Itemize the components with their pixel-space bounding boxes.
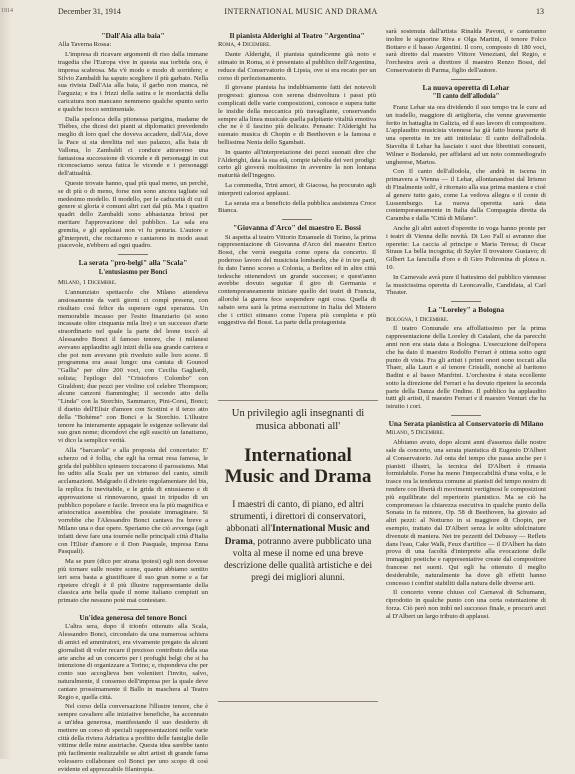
ad-brand-line: Music and Drama — [224, 466, 372, 487]
article-paragraph: La commedia, Trini amori, di Giacosa, ha procurato agli interpreti calorosi applausi. — [218, 181, 376, 197]
ad-body-brand: International Music and Drama — [224, 524, 370, 547]
divider — [451, 79, 481, 80]
article-paragraph: sarà sostenuta dall'artista Rinalda Pavoni, e canteranno inoltre le signorine Riva e Olga Martini, il tenore Folco Bottaro e il basso Argentini. Il coro, composto di 180 voci, sarà diretto dal maestro Vittore Veneziani, del Regio, e l'orchestra avrà a direttore il maestro Renzo Bossi, del Conservatorio di Parma, figlio dell'autore. — [386, 28, 546, 74]
newspaper-page — [14, 0, 566, 773]
column-left — [58, 28, 208, 773]
article-paragraph: Queste trovate hanno, qual più qual meno, un perchè, se di più o di meno, forse non sono ancora tagliate sul medesimo modello. Il modello, per le caduceità di cui il genere si gloria è comuni altri cari dal più. Ma i quattro quadri dello Zambaldi sono abbastanza briosi per meritare l'approvazione del pubblico. La sala era gremita, e gli applausi non vi fu penuria. L'autore e gl'interpreti, che recitarono e cantarono in modo assai piacevole, n'ebbero ad ogni quadro. — [58, 179, 208, 250]
article-paragraph: Il concerto venne chiuso col Carnaval di Schumann, riprodotto in qualche punto con una certa ostentazione di forza. Ciò però non inibì nel successo finale, e procurò anzi al D'Albert un largo tributo di applausi. — [386, 589, 546, 620]
article-paragraph: Anche gli altri autori d'operette in voga hanno pronte per i teatri di Vienna delle novità. Di Leo Fall si avranno due operette: La caccia al principe e Maria Teresa; di Oscar Straus La bella incognita; di Szyler Il trovatore Gustavo; di Gilbert La fanciulla d'oro e di Giro Poltronina di plotea n. 10. — [386, 224, 546, 271]
ad-body-text: , potranno avere pubblicato una volta al mese il nome ed una breve descrizione delle qualità artistiche e dei pregi dei migliori alunni. — [223, 536, 373, 584]
article-paragraph: Ma se pure (dico per strana ipotesi) egli non dovesse più tornare sulle nostre scene, quanto abbiamo sentito ieri sera basta a giustificare il suo gran nome e a far ripetere ch'egli è il più illustre rappresentante della classica arte bella quale il nome italiano compiuti un primato che nessuno potè mai contestare. — [58, 558, 208, 605]
article-title: La "Loreley" a Bologna — [427, 305, 505, 315]
divider — [451, 415, 481, 416]
article-paragraph: Dalla spelonca della pitonessa parigina, madame de Thèbes, che dicesi dei pianti ai diplomatici prevedendo meglio di loro quel che doveva accadere, dall'Aia, dove la Pace si sta derelitta nel suo palazzo, alla baia di Vallona, lo Zambaldi ci conduce attraverso una fantasiosa successione di vicende e di personaggi in cui riconosciamo senza fatica le vicende e i personaggi dell'attualità. — [58, 115, 208, 178]
article-place: Roma, 4 Dicembre. — [218, 41, 271, 49]
page-number: 13 — [536, 7, 544, 16]
article-title: "Giovanna d'Arco" del maestro E. Bossi — [233, 223, 361, 233]
article-paragraph: Dante Alderighi, il pianista quindicenne già noto e stimato in Roma, si è presentato al pubblico dell'Argentina, reduce dal Conservatorio di Lipsia, ove si era recato per un corso di perfezionamento. — [218, 51, 376, 82]
ad-body-text: I maestri di canto, di piano, ed altri strumenti, i direttori di conservatori, abbonati all' — [226, 500, 366, 535]
article-paragraph: Con Il canto dell'allodola, che andrà in iscena in primavera a Vienna — il Lehar, allontanandosi dal lirismo di Finalmente soli!, è ritornato alla sua prima maniera e cioè al genere tutto gaio, come La vedova allegra e il conte di Lussemburgo. La nuova operetta sarà data contemporaneamente in Italia dalla Compagnia diretta da Caramba e dalla "Città di Milano". — [386, 168, 546, 223]
article-title: Una Serata pianistica al Conservatorio di Milano — [388, 419, 544, 429]
divider — [282, 219, 312, 220]
article-paragraph: In quanto all'interpretazione dei pezzi suonati dire che l'Alderighi, data la sua età, compie talvolta dei veri prodigi: certo gli gioverà moltissimo in avvenire la non lontana maturità dell'ingegno. — [218, 148, 376, 180]
article-paragraph: In Carnevale avrà pure il battesimo del pubblico viennese la musicissima operetta di Leoncavallo, Candidata, al Carl Theater. — [386, 273, 546, 297]
ad-brand — [218, 445, 378, 487]
article-place: Bologna, 1 Dicembre. — [386, 315, 449, 323]
article-paragraph: L'impresa di ricavare argomenti di riso dalla immane tragedia che l'Europa vive in questa sua torbida ora, è impresa scabrosa. Ma v'è modo e modo di sorridere; e Silvio Zambaldi ha saputo scegliere il più garbato. Nella sua rivista Dall'Aia alla baia, il garbo non manca, nè l'arguzia; e tra i frizzi della satira e le mordacità della caricatura non mancano nemmeno qualche spunto serio e qualche tocco sentimentale. — [58, 51, 208, 113]
column-right — [386, 28, 546, 623]
article-paragraph: Il teatro Comunale era affollatissimo per la prima rappresentazione della Loreley di Catalani, che da parecchi anni non era stata data a Bologna. L'esecuzione dell'opera che ha dato il maestro Rodolfo Ferrari è ottima sotto ogni punto di vista. Fra gli artisti i primi onori sono toccati alla Thaer, alla Lauri e al tenore Cristalli, nonchè al baritono Badini e al basso Manfrini. L'orchestra è stata eccellente sotto la direzione del Ferrari e ha dovuto ripetere la seconda parte della Danza delle Ondine. Il pubblico ha applaudito tutti gli artisti, il maestro Ferrari e il maestro Venturi che ha istruito i cori. — [386, 325, 546, 411]
header-date: December 31, 1914 — [58, 7, 121, 16]
divider — [118, 609, 148, 610]
article-paragraph: Nel corso della conversazione l'illustre tenore, che è sempre cavaliere alle iniziative benefiche, ha accennato a un'idea generosa, manifestando il suo desiderio di mettere un corso di speciali rappresentazioni nelle varie città della riviera Adriatica a profitto delle famiglie delle vittime delle mine austriache. Questa idea sarebbe tanto più facilmente realizzabile se altri artisti di grande fama volessero collaborare col Bonci per uno scopo di così evidente ed apprezzabile filantropia. — [58, 703, 208, 773]
article-title: "Dall'Aia alla baia" — [101, 31, 165, 40]
divider — [118, 254, 148, 255]
column-middle — [218, 28, 376, 329]
article-title: La serata "pro-belgi" alla "Scala" — [78, 258, 188, 268]
article-paragraph: La serata era a beneficio della pubblica assistenza Croce Bianca. — [218, 199, 376, 215]
ad-brand-line: International — [244, 445, 352, 466]
article-paragraph: L'annunziato spettacolo che Milano attendeva ansiosamente da varii giorni ci compì presenz, con risultato così felice da superare ogni speranza. Un memorabile incasso per l'esito finanziario (si sono incassate oltre cinquanta mila lire) e un successo d'arte straordinario nel quale la parte del leone toccò al Alessandro Bonci il famoso tenore, che i milanesi avevano applaudito agli inizii della sua grande carriera e che poi non avevano più riveduto sulle loro scene. Il programma era assai lungo: una cantata di Gounod "Gallia" per oltre 200 voci, con Cecilia Gagliardi, solista; l'epilogo del "Cristoforo Colombo" con Giraldoni; due pezzi per violino col celebre Thompson; alcune canzoni fiamminghe; il secondo atto della "Linda" con la Storchio, Sammarco, Pini-Corsi, Bonci; il duetto dell'Elisir d'amore con Scottini e il terzo atto della "Bohème" con Bonci e la Storchio. L'illustre tenore ha interamente appagate le esigenze sollevate dal suo gran nome; dicendovi che egli suscitò un fanatismo, vi dico la semplice verità. — [58, 289, 208, 445]
article-subtitle: L'entusiasmo per Bonci — [98, 268, 168, 276]
article-place: Milano, 1 Dicembre. — [58, 279, 117, 287]
divider — [451, 301, 481, 302]
ad-body — [218, 499, 378, 584]
article-paragraph: Abbiamo avuto, dopo alcuni anni d'assenza dalle nostre sale da concerto, una serata pianistica di Eugenio D'Albert al Conservatorio. Ad onta del tempo che passa anche per i pianisti illustri, la tecnica del D'Albert è rimasta formidabile. Forse ha meno l'impeccabilità d'una volta, e le trasce ora la tendenza comune ai pianisti del tempo nostro di rendere con libertà di movimenti vertiginosi le composizioni più equilibrate del repertorio pianistico. Ma se ciò ha compromesso la chiarezza esecutiva in qualche punto della Sonata in fa minore, Op. 58 di Beethoven, ha giovato ad altri pezzi: al Notturno in si maggiore di Chopin, per esempio, trattato dal D'Albert senza le solite sdolcinature divenute di maniera. Nei tre pezzetti del Debussy — Reflets dans l'eau, Cake Walk, Feux d'artifice — il D'Albert ha dato prova di una facoltà d'interprete alla evocazione delle immagini poetiche e rappresentative create dal compositore francese nei suoni. Qui egli ha ottenuto il meglio desiderabile, naturalmente ha dove gli effetti hanno concesso i confini stabiliti dalla natura delle diverse arti. — [386, 439, 546, 587]
ad-lead: Un privilegio agli insegnanti di musica abbonati all' — [231, 408, 365, 432]
article-place: Milano, 5 Dicembre. — [386, 429, 445, 437]
article-title: La nuova operetta di Lehar — [422, 82, 510, 92]
article-paragraph: Si aspetta al teatro Vittorio Emanuele di Torino, la prima rappresentazione di Giovanna d'Arco del maestro Enrico Bossi, che verrà eseguita come opera da concerto. Il poderoso lavoro del musicista lombardo, che è in tre parti, fu dato l'anno scorso a Colonia, a Berlino ed in altre città tedesche ottenendovi un grande successo; e quest'anno avrebbe dovuto seguitar il giro di Germania e contemporaneamente iniziare quello dei teatri di Francia, allorchè la guerra fece sospendere ogni cosa. Quella di sabato sera sarà la prima esecuzione in Italia del Mistero che i critici stimano come l'opera più completa e più suggestiva del Bossi. La parte della protagonista — [218, 233, 376, 327]
binding-strip — [0, 0, 12, 759]
article-subtitle: "Il canto dell'allodola" — [432, 93, 500, 101]
binding-year: 1914 — [1, 8, 13, 14]
article-paragraph: Il giovane pianista ha indubbiamente fatti dei notevoli progressi: giunosa con serena disinvoltura i passi più complicati delle varie composizioni, conosce e supera tutte le insidie della meccanica più travagliante, conservando sempre alla linea musicale quella palpitante vitalità emotiva che ne è il fascino più delicato. Pensate: l'Alderighi ha suonato musica di Chopin e di Beethoven e la famosa e bellissima Nenia dello Sgambati. — [218, 84, 377, 146]
article-paragraph: L'altra sera, dopo il trionfo ottenuto alla Scala, Alessandro Bonci, circondato da una numerosa schiera di amici ed ammiratori, era vivamente pregato da alcuni giornalisti di voler recare il prezioso contributo della sua arte anche ad un concerto per i profughi belgi che si ha intenzione di organizzare a Torino; e, rispondeva che per conto suo accoglieva ben volentieri l'invito, salvo, naturalmente, il consenso dell'impresa per la quale deve cantare prossimamente il Ballo in maschera al Teatro Regio e, quella città. — [58, 623, 208, 701]
article-place: Alla Taverna Rossa: — [58, 41, 112, 49]
article-title: Il pianista Alderighi al Teatro "Argentina" — [229, 31, 365, 40]
article-paragraph: Alla "barcarola" e alla proposta del concertato: E' scherzo od è follia, che egli ha ormai resa famosa, le grida del pubblico spinsero toccarono il parossismo. Mai ho udito alla Scala per un virtuoso del canto, simili acclamazioni. Malgrado il divieto regolamentare del bis, la replica fu inevitabile, e le grida di entusiasmo e di approvazione si rinnovarono, quasi in tripudio di un pubblico popolare e facile. Invece era la più magnifica e aristocratica assemblea che possiate immaginare. Si vorrebbe che l'Alessandro Bonci cantava fra breve a Milano una o due opere. Speriamo che ciò avvenga (agli infatti deve fare una tournée nelle principali città d'Italia con l'Elisir d'amore e il Don Pasquale, impresa Enna Pasquali). — [58, 447, 208, 556]
subscription-advertisement — [218, 400, 378, 702]
article-paragraph: Franz Lehar sta ora dividendo il suo tempo tra le cure ad un tradello, maggiore di artiglieria, che venne gravemente ferito in battaglia in Galizia, ed il suo lavoro di compositore. L'applaudito musicista viennese ha già fatto buona parte di una operetta in tre atti intitolata: Il canto dell'allodola. Stavolta il Lehar ha lasciato i suoi due librettisti consueti, Wilner e Bodanski, per affidarsi ad un noto commediografo ungherese, Martos. — [386, 103, 546, 166]
page-header — [58, 5, 544, 19]
article-title: Un'idea generosa del tenore Bonci — [79, 613, 187, 622]
header-title: INTERNATIONAL MUSIC AND DRAMA — [224, 7, 378, 16]
